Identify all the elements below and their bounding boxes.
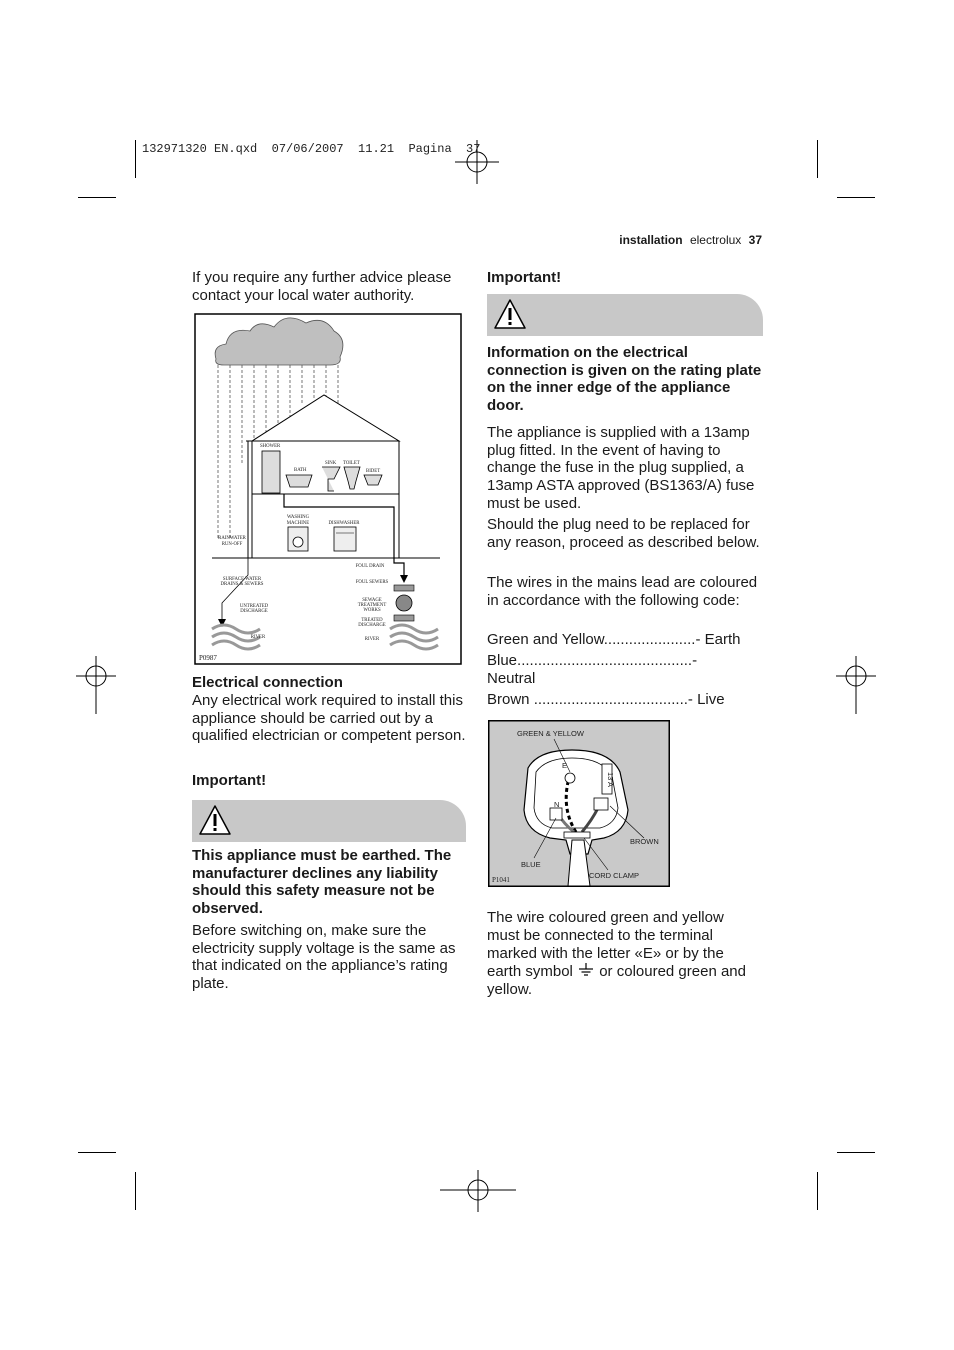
registration-mark [836, 656, 876, 714]
label-green-yellow: GREEN & YELLOW [517, 729, 584, 738]
label-brown: BROWN [630, 837, 659, 846]
earth-ground-icon [577, 963, 595, 977]
earth-paragraph [487, 909, 749, 999]
label-blue: BLUE [521, 860, 541, 869]
label-terminal-n: N [554, 800, 560, 809]
print-slug: 132971320 EN.qxd 07/06/2007 11.21 Pagina 37 [142, 142, 481, 156]
label-sewage-2: TREATMENT [357, 603, 387, 608]
label-treated-2: DISCHARGE [358, 623, 386, 628]
figure-id: P0987 [199, 654, 217, 662]
intro-text: If you require any further advice please contact your local water authority. [192, 269, 452, 304]
wires-text: The wires in the mains lead are coloured in accordance with the following code: [487, 574, 758, 609]
important-label-left: Important! [192, 772, 267, 789]
label-washing-1: WASHING [286, 515, 310, 520]
warning-bar-right [487, 294, 763, 336]
label-toilet: TOILET [343, 461, 360, 466]
label-rainwater-2: RUN-OFF [221, 542, 243, 547]
wire-code-row: Brown .....................................- Live [487, 691, 725, 708]
important-label-right: Important! [487, 269, 562, 286]
rating-plate-info: Information on the electrical connection is given on the rating plate on the inner edge of the appliance door. [487, 344, 762, 415]
crop-mark [837, 197, 875, 198]
warning-triangle-icon [493, 298, 527, 330]
label-dishwasher: DISHWASHER [328, 521, 360, 526]
label-sink: SINK [325, 461, 337, 466]
crop-mark [135, 140, 136, 178]
electrical-heading: Electrical connection [192, 674, 343, 691]
replace-text: Should the plug need to be replaced for any reason, proceed as described below. [487, 516, 760, 551]
label-foul-drain: FOUL DRAIN [355, 564, 385, 569]
registration-mark [440, 1170, 516, 1212]
label-bidet: BIDET [366, 469, 381, 474]
fuse-label: 13 A [606, 772, 615, 788]
label-sewage-3: WORKS [363, 608, 381, 613]
earth-text-1: The wire coloured green and yellow must be connected to the terminal marked with the letter «E» or by the earth symbol [487, 909, 724, 980]
crop-mark [78, 1152, 116, 1153]
plug-text: The appliance is supplied with a 13amp plug fitted. In the event of having to change the fuse in the plug supplied, a 13amp ASTA approved (BS1363/A) fuse must be used. [487, 424, 755, 512]
page-number: 37 [748, 233, 762, 247]
wire-code-list [487, 630, 762, 710]
page-header [619, 233, 762, 247]
drainage-diagram [194, 313, 462, 665]
crop-mark [817, 1172, 818, 1210]
label-surface-2: DRAINS & SEWERS [220, 582, 264, 587]
wire-code-row: Blue..........................................- Neutral [487, 652, 698, 687]
crop-mark [78, 197, 116, 198]
label-untreated-2: DISCHARGE [240, 609, 268, 614]
warning-triangle-icon [198, 804, 232, 836]
label-treated-1: TREATED [361, 618, 383, 623]
plug-figure-id: P1041 [492, 876, 510, 884]
label-river-left: RIVER [250, 635, 266, 640]
warning-bar-left [192, 800, 466, 842]
label-terminal-e: E [562, 761, 568, 770]
crop-mark [817, 140, 818, 178]
earthed-warning: This appliance must be earthed. The manufacturer declines any liability should this safety measure not be observed. [192, 847, 452, 918]
wire-code-row: Green and Yellow......................- Earth [487, 631, 741, 648]
label-bath: BATH [294, 468, 307, 473]
voltage-text: Before switching on, make sure the electricity supply voltage is the same as that indicated on the appliance’s rating plate. [192, 922, 456, 993]
label-cord-clamp: CORD CLAMP [589, 871, 640, 880]
registration-mark [76, 656, 116, 714]
crop-mark [837, 1152, 875, 1153]
label-untreated-1: UNTREATED [239, 604, 269, 609]
plug-wiring-diagram [488, 720, 670, 887]
label-foul-sewers: FOUL SEWERS [355, 580, 389, 585]
header-brand: electrolux [689, 233, 742, 247]
crop-mark [135, 1172, 136, 1210]
label-washing-2: MACHINE [286, 521, 310, 526]
label-sewage-1: SEWAGE [362, 598, 382, 603]
label-rainwater-1: RAINWATER [218, 536, 246, 541]
header-section: installation [619, 233, 683, 247]
label-surface-1: SURFACE WATER [222, 577, 262, 582]
label-shower: SHOWER [260, 444, 281, 449]
electrical-text: Any electrical work required to install this appliance should be carried out by a qualified electrician or competent person. [192, 692, 466, 745]
label-river-right: RIVER [364, 637, 380, 642]
earth-text-2: or coloured green and yellow. [487, 963, 746, 998]
